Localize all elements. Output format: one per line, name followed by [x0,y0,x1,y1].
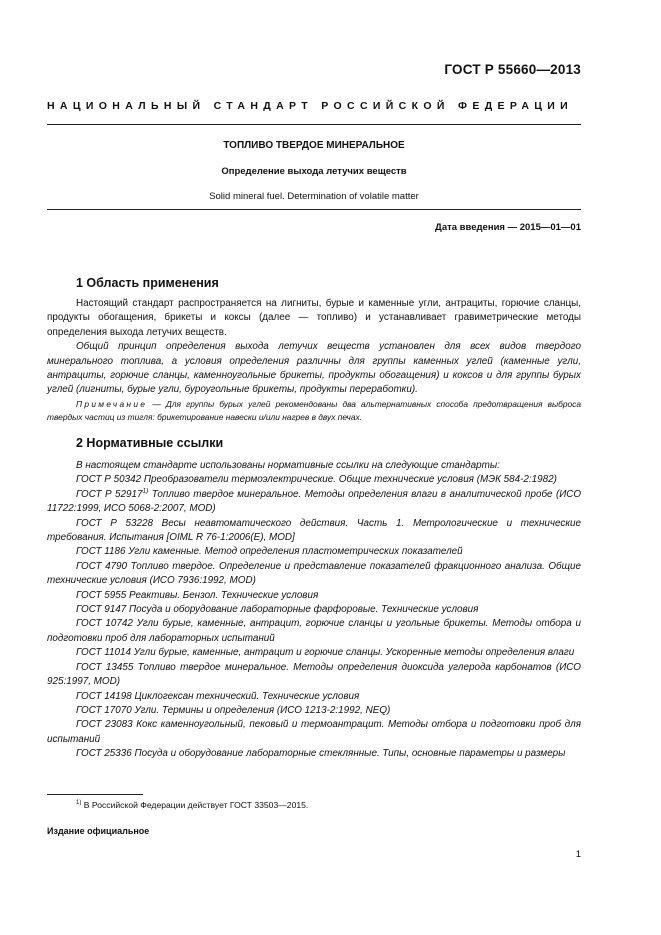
section-1-paragraph-1: Настоящий стандарт распространяется на лигниты, бурые и каменные угли, антрациты, горючие сланцы, продукты обогащения, брикеты и коксы (далее — топливо) и устанавливает гравиметрические методы определения выхода летучих веществ. [47,298,581,338]
reference-item: ГОСТ Р 50342 Преобразователи термоэлектрические. Общие технические условия (МЭК 584-2:1982) [76,474,557,486]
section-1-body [47,297,581,398]
document-subtitle: Определение выхода летучих веществ [221,166,407,177]
footnote-rule [47,794,143,795]
normative-references [47,459,581,762]
reference-item: ГОСТ 10742 Угли бурые, каменные, антрацит, горючие сланцы и угольные брикеты. Методы отбора и подготовки проб для лабораторных испытаний [47,618,581,644]
section-2-heading: 2 Нормативные ссылки [76,436,224,450]
references-intro: В настоящем стандарте использованы нормативные ссылки на следующие стандарты: [76,460,500,471]
section-1-paragraph-2: Общий принцип определения выхода летучих веществ установлен для всех видов твердого минерального топлива, а условия определения различны для группы каменных углей (каменные угли, антрациты, горючие сланцы, каменноугольные брикеты, продукты обогащения) и коксов и для группы бурых углей (лигниты, бурые угли, буроугольные брикеты, продукты переработки). [47,341,581,396]
introduction-date: Дата введения — 2015—01—01 [435,222,581,233]
reference-item: ГОСТ 14198 Циклогексан технический. Технические условия [76,690,360,702]
reference-item: ГОСТ 17070 Угли. Термины и определения (ИСО 1213-2:1992, NEQ) [76,704,391,716]
page-number: 1 [575,849,581,860]
national-standard-title: НАЦИОНАЛЬНЫЙ СТАНДАРТ РОССИЙСКОЙ ФЕДЕРАЦИИ [47,100,574,112]
reference-item: ГОСТ 13455 Топливо твердое минеральное. Методы определения диоксида углерода карбонатов (ИСО 925:1997, MOD) [47,661,581,688]
title-rule [47,209,581,210]
reference-item: ГОСТ Р 53228 Весы неавтоматического действия. Часть 1. Метрологические и технические требования. Испытания [OIML R 76-1:2006(E), MOD] [47,517,581,544]
reference-item: ГОСТ 9147 Посуда и оборудование лабораторные фарфоровые. Технические условия [76,604,479,616]
reference-item: ГОСТ 25336 Посуда и оборудование лабораторные стеклянные. Типы, основные параметры и размеры [76,748,566,760]
official-edition-label: Издание официальное [47,826,150,836]
section-1-heading: 1 Область применения [76,276,219,290]
footnote: $^{1)}$ В Российской Федерации действует ГОСТ 33503—2015. [76,800,309,810]
footnote-marker: 1) [142,487,149,495]
english-title: Solid mineral fuel. Determination of volatile matter [209,191,419,202]
reference-item: ГОСТ 23083 Кокс каменноугольный, пековый и термоантрацит. Методы отбора и подготовки проб для испытаний [47,719,581,745]
reference-item: ГОСТ 11014 Угли бурые, каменные, антрацит и горючие сланцы. Ускоренные методы определения влаги [76,647,575,659]
note-text: — Для группы бурых углей рекомендованы два альтернативных способа предотвращения выброса твердых частиц из тигля: брикетирование навески и/или нагрев в двух печах. [47,399,581,422]
section-1-note [47,398,581,423]
reference-item: ГОСТ 1186 Угли каменные. Метод определения пластометрических показателей [76,546,463,558]
header-rule-top [47,124,581,125]
reference-item: ГОСТ 5955 Реактивы. Бензол. Технические условия [76,589,319,601]
document-title: ТОПЛИВО ТВЕРДОЕ МИНЕРАЛЬНОЕ [223,140,405,151]
reference-item: ГОСТ Р 52917$^{1)}$ Топливо твердое минеральное. Методы определения влаги в аналитической пробе (ИСО 11722:1999, ИСО 5068-2:2007, MOD) [47,487,582,515]
gost-number: ГОСТ Р 55660—2013 [444,62,581,77]
reference-item: ГОСТ 4790 Топливо твердое. Определение и представление показателей фракционного анализа. Общие технические условия (ИСО 7936:1992, MOD) [47,560,581,587]
note-label: Примечание [76,399,148,409]
